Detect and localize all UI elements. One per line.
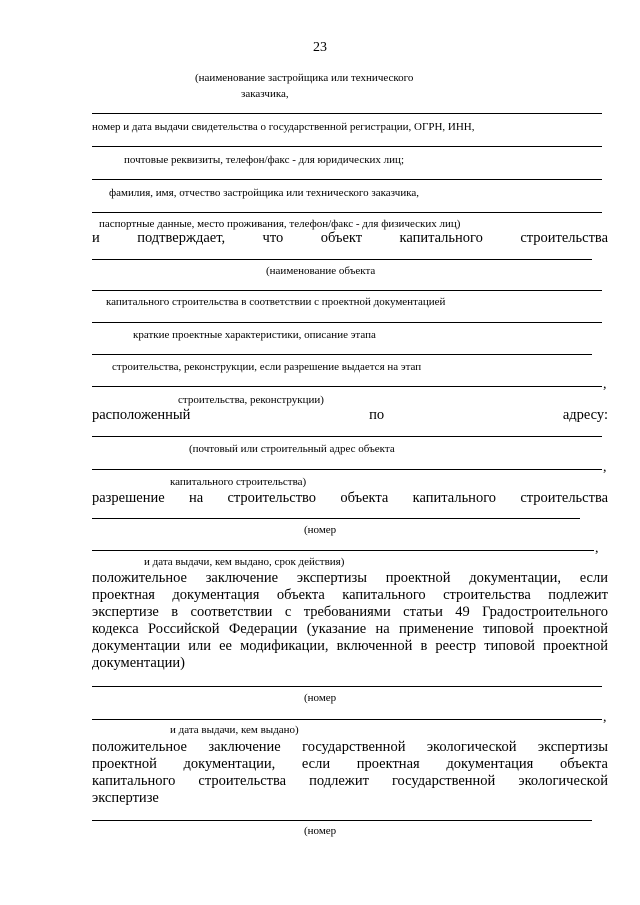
word: что: [262, 230, 284, 246]
fill-line: [92, 354, 592, 355]
word: строительства: [520, 230, 609, 246]
paragraph-line: капитального строительства подлежит государственной экологической: [92, 773, 608, 789]
fill-line: [92, 113, 602, 114]
text-eco-expertise: [92, 739, 608, 807]
fill-line: [92, 469, 602, 470]
fill-line: [92, 146, 602, 147]
caption-fio: фамилия, имя, отчество застройщика или технического заказчика,: [109, 187, 420, 199]
word: капитального: [412, 490, 497, 506]
caption-object-name: (наименование объекта: [266, 265, 376, 277]
comma: ,: [595, 541, 599, 556]
fill-line: [92, 179, 602, 180]
paragraph-line: проектная документация объекта капитального строительства подлежит: [92, 587, 608, 603]
word: строительство: [227, 490, 317, 506]
text-confirms: [92, 230, 608, 247]
fill-line: [92, 686, 602, 687]
fill-line: [92, 386, 602, 387]
page-number: 23: [313, 40, 327, 55]
fill-line: [92, 436, 602, 437]
text-expertise: [92, 570, 608, 672]
caption-postal: почтовые реквизиты, телефон/факс - для юридических лиц;: [124, 154, 404, 166]
text-located: [92, 407, 608, 424]
text-permit: [92, 490, 608, 507]
fill-line: [92, 518, 580, 519]
caption-developer-name-cont: заказчика,: [241, 88, 289, 100]
paragraph-line: положительное заключение экспертизы проектной документации, если: [92, 570, 608, 586]
word: капитального: [399, 230, 483, 246]
paragraph-line: положительное заключение государственной экологической экспертизы: [92, 739, 608, 755]
caption-developer-name: (наименование застройщика или технического: [195, 72, 414, 84]
fill-line: [92, 820, 592, 821]
comma: ,: [603, 710, 607, 725]
word: подтверждает,: [137, 230, 226, 246]
comma: ,: [603, 377, 607, 392]
caption-passport: паспортные данные, место проживания, телефон/факс - для физических лиц): [99, 218, 461, 230]
fill-line: [92, 322, 602, 323]
word: расположенный: [92, 407, 191, 423]
paragraph-line: проектной документации, если проектная документация объекта: [92, 756, 608, 772]
caption-object-name-3: краткие проектные характеристики, описание этапа: [133, 329, 376, 341]
caption-eco-number: (номер: [304, 825, 337, 837]
paragraph-line: экспертизе: [92, 790, 159, 806]
word: по: [369, 407, 385, 423]
comma: ,: [603, 460, 607, 475]
caption-expertise-details: и дата выдачи, кем выдано): [170, 724, 299, 736]
caption-address: (почтовый или строительный адрес объекта: [189, 443, 395, 455]
word: объекта: [340, 490, 389, 506]
fill-line: [92, 290, 602, 291]
word: объект: [320, 230, 363, 246]
paragraph-line: экспертизе в соответствии с требованиями статьи 49 Градостроительного: [92, 604, 608, 620]
caption-object-name-4: строительства, реконструкции, если разрешение выдается на этап: [112, 361, 422, 373]
word: разрешение: [92, 490, 165, 506]
word: строительства: [520, 490, 609, 506]
fill-line: [92, 259, 592, 260]
paragraph-line: документации): [92, 655, 185, 671]
caption-expertise-number: (номер: [304, 692, 337, 704]
caption-address-2: капитального строительства): [170, 476, 307, 488]
paragraph-line: кодекса Российской Федерации (указание на применение типовой проектной: [92, 621, 608, 637]
word: и: [92, 230, 100, 246]
fill-line: [92, 719, 602, 720]
caption-registration: номер и дата выдачи свидетельства о государственной регистрации, ОГРН, ИНН,: [92, 121, 475, 133]
fill-line: [92, 550, 594, 551]
caption-object-name-5: строительства, реконструкции): [178, 394, 324, 406]
word: адресу:: [562, 407, 609, 423]
word: на: [188, 490, 204, 506]
fill-line: [92, 212, 602, 213]
caption-object-name-2: капитального строительства в соответствии с проектной документацией: [106, 296, 446, 308]
caption-permit-number: (номер: [304, 524, 337, 536]
paragraph-line: документации или ее модификации, включенной в реестр типовой проектной: [92, 638, 608, 654]
caption-permit-details: и дата выдачи, кем выдано, срок действия): [144, 556, 345, 568]
